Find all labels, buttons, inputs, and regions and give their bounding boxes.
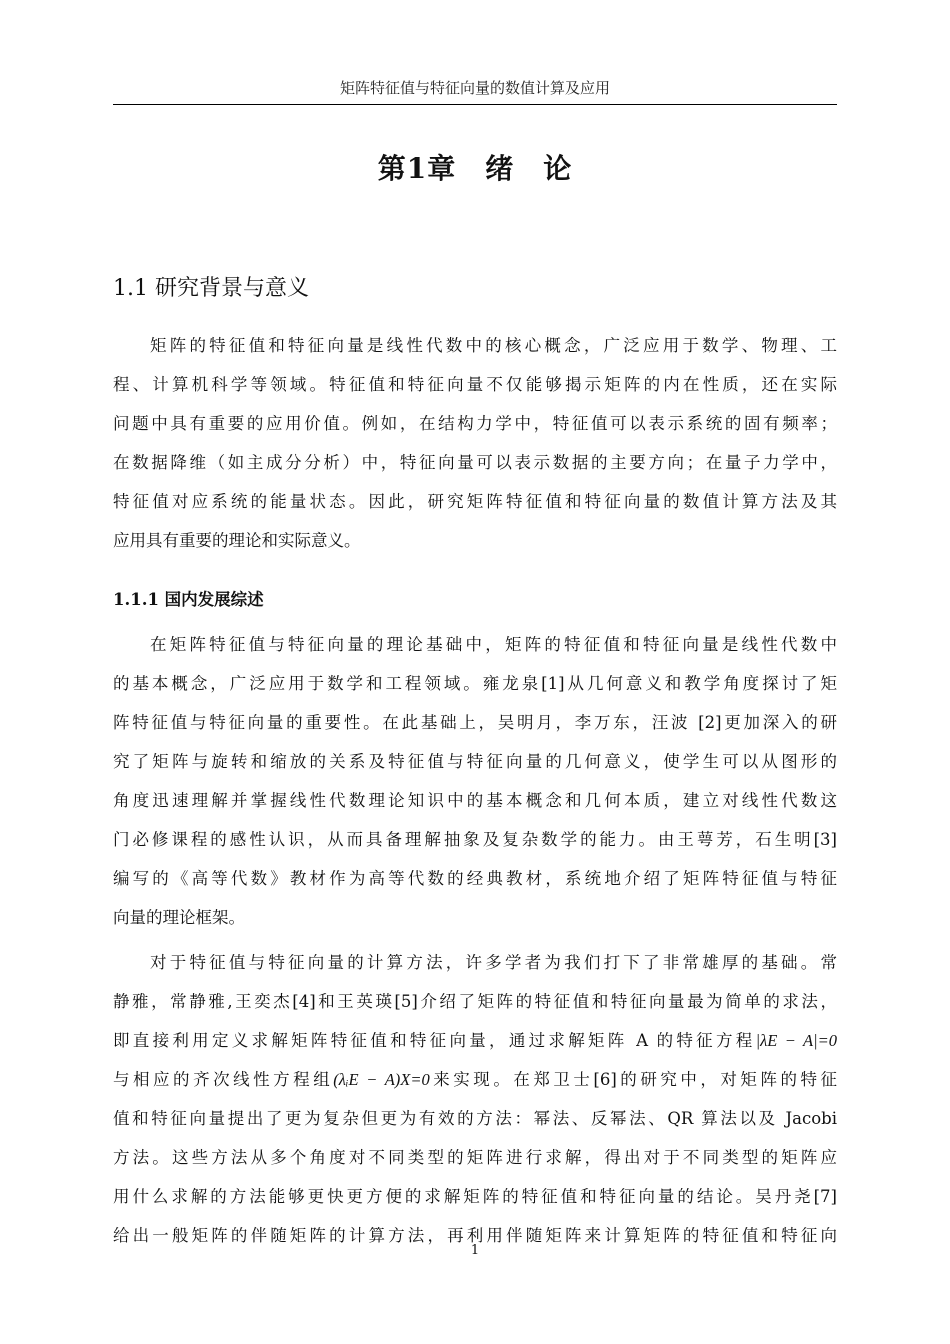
section-title: 1.1 研究背景与意义: [113, 276, 309, 301]
paragraph-line: 矩阵的特征值和特征向量是线性代数中的核心概念，广泛应用于数学、物理、工: [150, 336, 837, 355]
paragraph-line: [113, 1060, 837, 1099]
paragraph-line: 值和特征向量提出了更为复杂但更为有效的方法：幂法、反幂法、QR 算法以及 Jacobi: [113, 1109, 837, 1128]
paragraph-background: [113, 326, 837, 560]
header-rule: [113, 104, 837, 105]
subsection-title: 1.1.1 国内发展综述: [113, 590, 264, 609]
paragraph-line: 在数据降维（如主成分分析）中，特征向量可以表示数据的主要方向；在量子力学中，: [113, 453, 837, 472]
paragraph-text: 来实现。在郑卫士[6]的研究中，对矩阵的特征: [429, 1070, 838, 1089]
paragraph-line: 特征值对应系统的能量状态。因此，研究矩阵特征值和特征向量的数值计算方法及其: [113, 492, 837, 511]
paragraph-line: 究了矩阵与旋转和缩放的关系及特征值与特征向量的几何意义，使学生可以从图形的: [113, 752, 837, 771]
paragraph-text: 与相应的齐次线性方程组: [113, 1070, 334, 1089]
paragraph-line: 向量的理论框架。: [113, 908, 245, 927]
homogeneous-system-formula: (λᵢE − A)X=0: [333, 1070, 430, 1089]
paragraph-line: 静雅，常静雅,王奕杰[4]和王英瑛[5]介绍了矩阵的特征值和特征向量最为简单的求法，: [113, 992, 837, 1011]
paragraph-line: 阵特征值与特征向量的重要性。在此基础上，吴明月，李万东，汪波 [2]更加深入的研: [113, 713, 837, 732]
paragraph-line: 在矩阵特征值与特征向量的理论基础中，矩阵的特征值和特征向量是线性代数中: [150, 635, 837, 654]
paragraph-line: 程、计算机科学等领域。特征值和特征向量不仅能够揭示矩阵的内在性质，还在实际: [113, 375, 837, 394]
paragraph-line: 给出一般矩阵的伴随矩阵的计算方法，再利用伴随矩阵来计算矩阵的特征值和特征向: [113, 1226, 837, 1245]
paragraph-line: 编写的《高等代数》教材作为高等代数的经典教材，系统地介绍了矩阵特征值与特征: [113, 869, 837, 888]
paragraph-line: 角度迅速理解并掌握线性代数理论知识中的基本概念和几何本质，建立对线性代数这: [113, 791, 837, 810]
chapter-title: 第1章 绪 论: [377, 152, 573, 185]
paragraph-text: 即直接利用定义求解矩阵特征值和特征向量，通过求解矩阵 A 的特征方程: [113, 1031, 756, 1050]
paragraph-computation-methods: [113, 943, 837, 1255]
paragraph-domestic-review: [113, 625, 837, 937]
paragraph-line: 的基本概念，广泛应用于数学和工程领域。雍龙泉[1]从几何意义和教学角度探讨了矩: [113, 674, 837, 693]
characteristic-equation-formula: |λE − A|=0: [755, 1031, 837, 1050]
paragraph-line: 用什么求解的方法能够更快更方便的求解矩阵的特征值和特征向量的结论。吴丹尧[7]: [113, 1187, 837, 1206]
running-header: 矩阵特征值与特征向量的数值计算及应用: [339, 79, 610, 97]
paragraph-line: 门必修课程的感性认识，从而具备理解抽象及复杂数学的能力。由王萼芳，石生明[3]: [113, 830, 837, 849]
paragraph-line: 方法。这些方法从多个角度对不同类型的矩阵进行求解，得出对于不同类型的矩阵应: [113, 1148, 837, 1167]
paragraph-line: 应用具有重要的理论和实际意义。: [113, 531, 361, 550]
paragraph-line: 对于特征值与特征向量的计算方法，许多学者为我们打下了非常雄厚的基础。常: [150, 953, 837, 972]
page-number: 1: [470, 1243, 480, 1258]
paragraph-line: [113, 1021, 837, 1060]
paragraph-line: 问题中具有重要的应用价值。例如，在结构力学中，特征值可以表示系统的固有频率；: [113, 414, 837, 433]
